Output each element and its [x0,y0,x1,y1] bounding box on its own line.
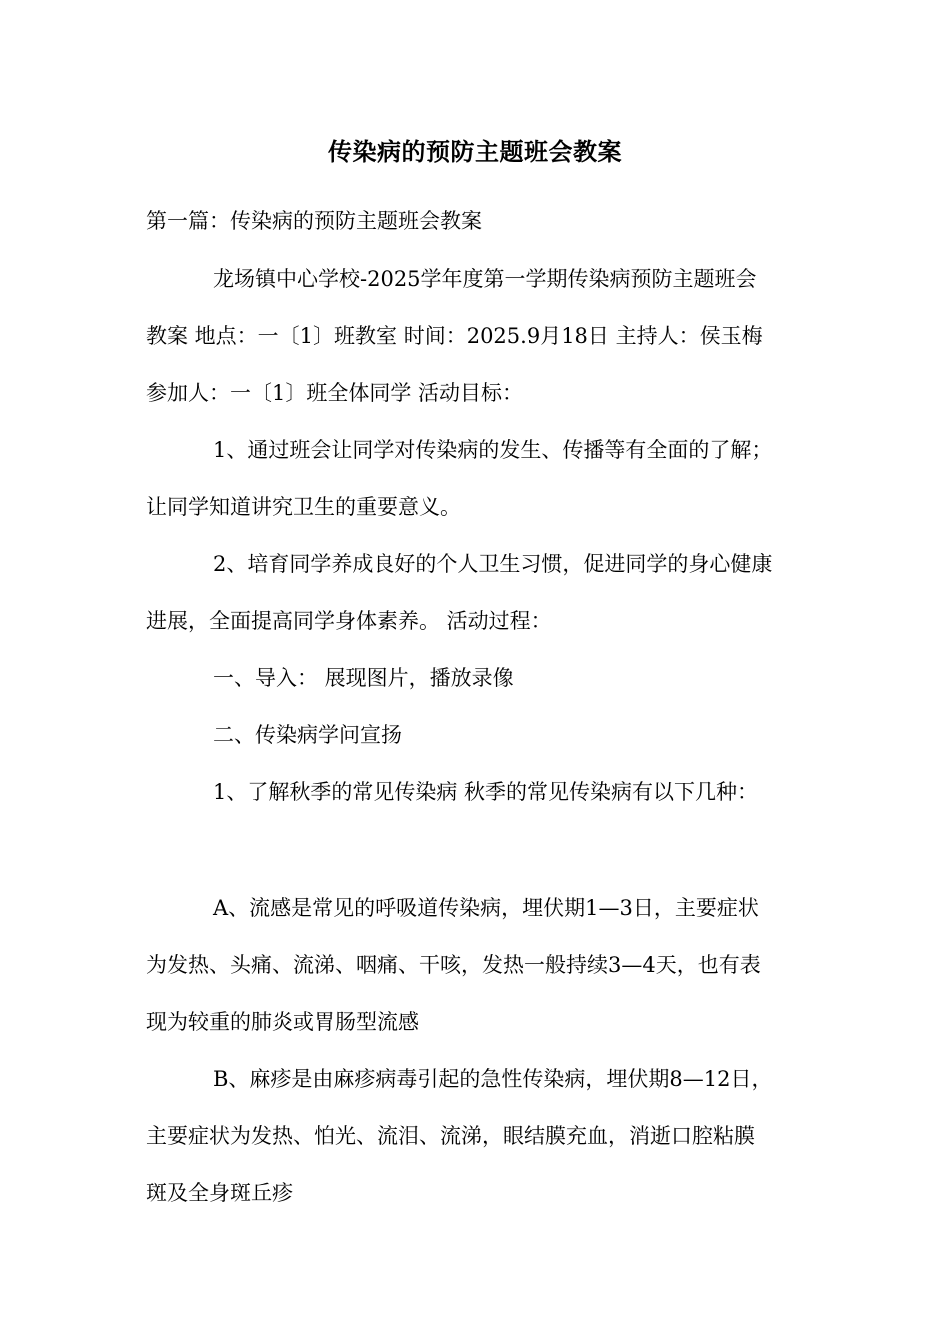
paragraph-line: 龙场镇中心学校-2025学年度第一学期传染病预防主题班会 [213,267,757,291]
paragraph-line: 让同学知道讲究卫生的重要意义。 [146,495,461,519]
paragraph-line: A、流感是常见的呼吸道传染病，埋伏期1—3日，主要症状 [213,896,759,920]
paragraph-line: 参加人：一〔1〕班全体同学 活动目标： [146,381,524,405]
paragraph-line: 教案 地点：一〔1〕班教室 时间：2025.9月18日 主持人：侯玉梅 [146,324,763,348]
paragraph-line: 为发热、头痛、流涕、咽痛、干咳，发热一般持续3—4天，也有表 [146,953,761,977]
paragraph-line: 1、了解秋季的常见传染病 秋季的常见传染病有以下几种： [213,780,759,804]
paragraph-line: 二、传染病学问宣扬 [213,723,402,747]
paragraph-line: 进展，全面提高同学身体素养。 活动过程： [146,609,552,633]
paragraph-line: 现为较重的肺炎或胃肠型流感 [146,1010,419,1034]
paragraph-line: B、麻疹是由麻疹病毒引起的急性传染病，埋伏期8—12日， [213,1067,773,1091]
section-heading: 第一篇：传染病的预防主题班会教案 [146,209,482,233]
paragraph-line: 一、导入： 展现图片，播放录像 [213,666,514,690]
paragraph-line: 斑及全身斑丘疹 [146,1181,293,1205]
paragraph-line: 1、通过班会让同学对传染病的发生、传播等有全面的了解； [213,438,773,462]
paragraph-line: 2、培育同学养成良好的个人卫生习惯，促进同学的身心健康 [213,552,773,576]
paragraph-line: 主要症状为发热、怕光、流泪、流涕，眼结膜充血，消逝口腔粘膜 [146,1124,755,1148]
document-title: 传染病的预防主题班会教案 [328,137,622,166]
